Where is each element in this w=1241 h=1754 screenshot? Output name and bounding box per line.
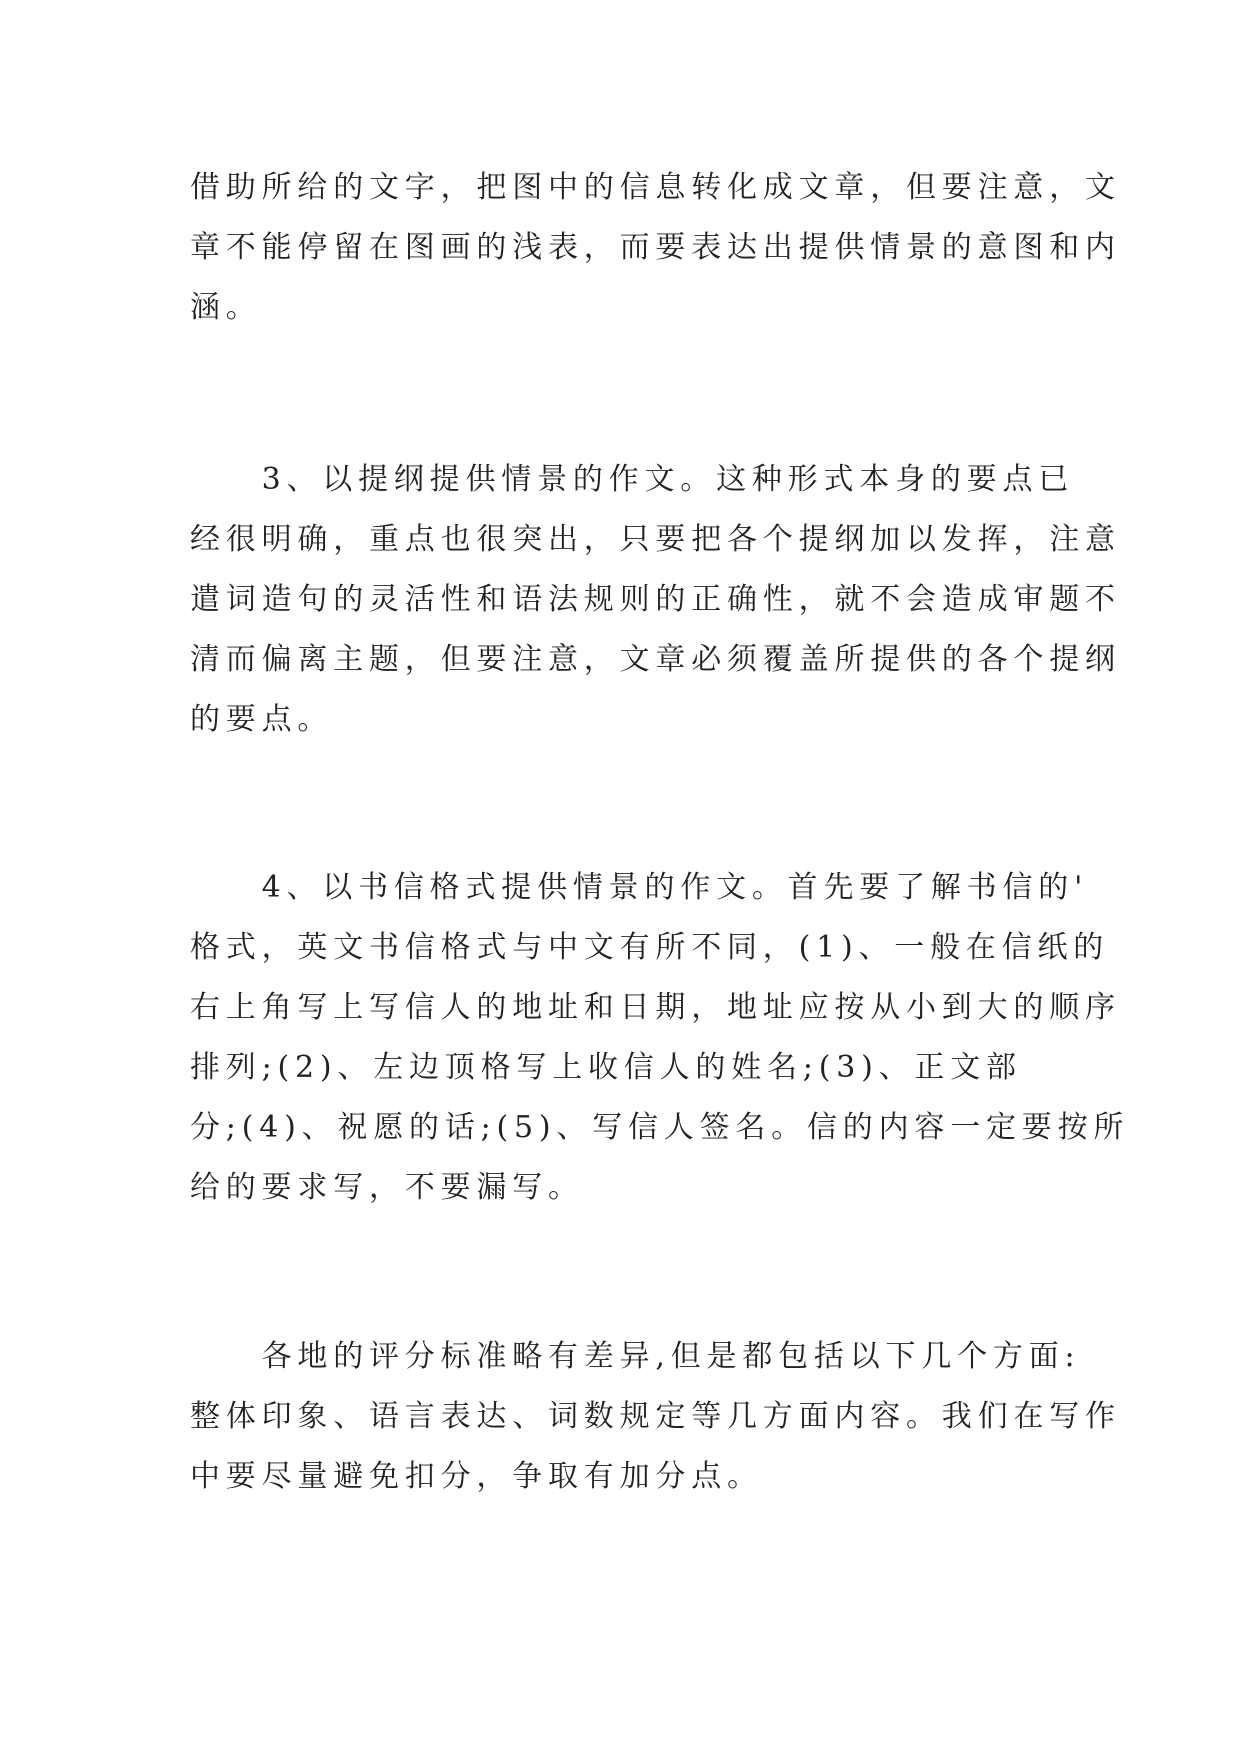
text-line: 借助所给的文字，把图中的信息转化成文章，但要注意，文 [190,170,1121,205]
text-line: 各地的评分标准略有差异,但是都包括以下几个方面: [190,1339,1081,1374]
text-line: 分;(4)、祝愿的话;(5)、写信人签名。信的内容一定要按所 [190,1110,1130,1145]
text-line: 中要尽量避免扣分，争取有加分点。 [190,1459,763,1494]
text-line: 涵。 [190,290,262,325]
paragraph-picture-essay-tail [190,158,1121,338]
text-line: 右上角写上写信人的地址和日期，地址应按从小到大的顺序 [190,990,1121,1025]
text-line: 排列;(2)、左边顶格写上收信人的姓名;(3)、正文部 [190,1050,1022,1085]
text-line: 给的要求写，不要漏写。 [190,1170,584,1205]
text-line: 3、以提纲提供情景的作文。这种形式本身的要点已 [190,462,1075,497]
text-line: 的要点。 [190,702,334,737]
text-line: 清而偏离主题，但要注意，文章必须覆盖所提供的各个提纲 [190,642,1121,677]
text-line: 格式，英文书信格式与中文有所不同，(1)、一般在信纸的 [190,930,1110,965]
text-line: 整体印象、语言表达、词数规定等几方面内容。我们在写作 [190,1399,1121,1434]
text-line: 经很明确，重点也很突出，只要把各个提纲加以发挥，注意 [190,522,1121,557]
text-line: 遣词造句的灵活性和语法规则的正确性，就不会造成审题不 [190,582,1121,617]
paragraph-outline-essay [190,450,1121,750]
text-line: 章不能停留在图画的浅表，而要表达出提供情景的意图和内 [190,230,1121,265]
paragraph-letter-essay [190,858,1130,1218]
text-line: 4、以书信格式提供情景的作文。首先要了解书信的' [190,870,1089,905]
paragraph-scoring-standards [190,1327,1121,1507]
